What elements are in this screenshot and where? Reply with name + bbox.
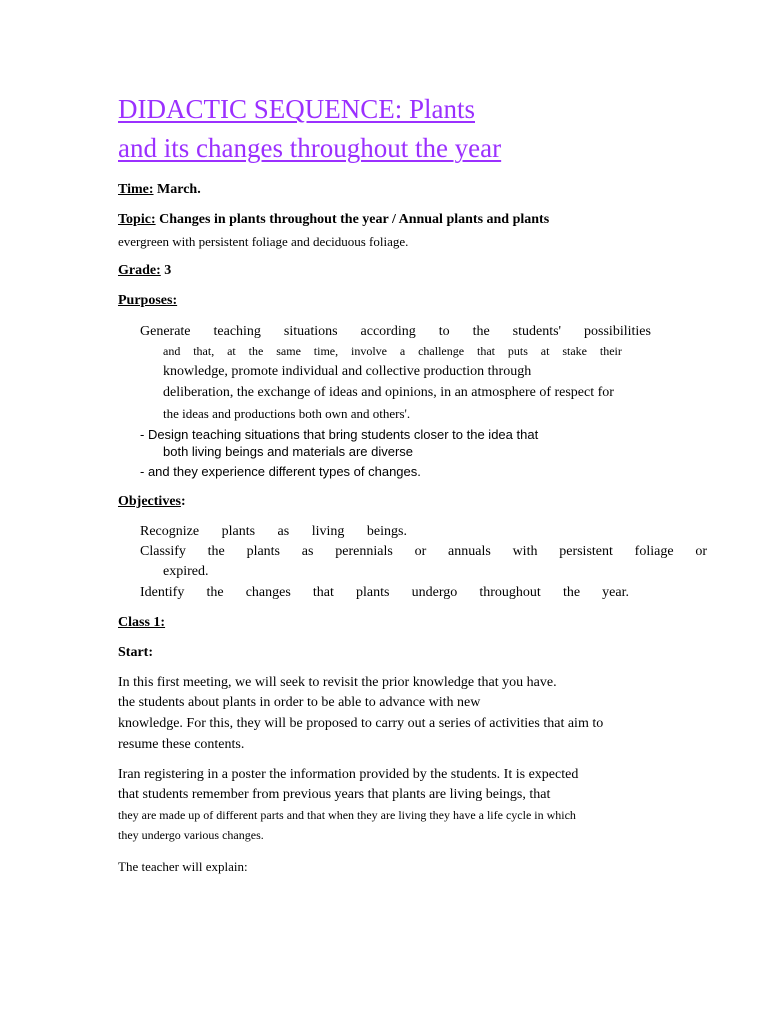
start-para-2-line-1: Iran registering in a poster the information provided by the students. It is expected (118, 767, 579, 782)
purpose-bullet-2: - and they experience different types of changes. (140, 464, 421, 479)
topic-label: Topic: (118, 212, 156, 227)
start-para-3: The teacher will explain: (118, 859, 248, 874)
start-para-1-line-4: resume these contents. (118, 737, 245, 752)
topic-value: Changes in plants throughout the year / Annual plants and plants (155, 212, 550, 227)
grade-line (118, 263, 171, 279)
start-heading: Start: (118, 645, 153, 660)
purpose-line-2: and that, at the same time, involve a challenge that puts at stake their (163, 344, 622, 358)
purpose-bullet-1-continuation: both living beings and materials are diverse (163, 444, 414, 459)
grade-value: 3 (160, 263, 172, 278)
purpose-line-4: deliberation, the exchange of ideas and opinions, in an atmosphere of respect for (163, 385, 614, 400)
objective-2: Classify the plants as perennials or annuals with persistent foliage or (140, 544, 707, 559)
time-line (118, 182, 201, 198)
objective-1: Recognize plants as living beings. (140, 524, 407, 539)
purpose-line-1: Generate teaching situations according to the students' possibilities (140, 324, 651, 339)
purpose-line-5: the ideas and productions both own and others'. (163, 406, 411, 421)
objectives-heading: Objectives: (118, 494, 186, 509)
time-label: Time: (118, 182, 154, 197)
start-para-2-line-3: they are made up of different parts and that when they are living they have a life cycle in which (118, 808, 576, 822)
purpose-bullet-1: - Design teaching situations that bring students closer to the idea that (140, 427, 539, 442)
start-para-2-line-2: that students remember from previous years that plants are living beings, that (118, 787, 551, 802)
start-para-1-line-3: knowledge. For this, they will be proposed to carry out a series of activities that aim to (118, 716, 604, 731)
document-title-line-1: DIDACTIC SEQUENCE: Plants (118, 94, 475, 124)
grade-label: Grade: (118, 263, 161, 278)
start-para-1-line-1: In this first meeting, we will seek to revisit the prior knowledge that you have. (118, 675, 557, 690)
topic-line (118, 212, 549, 228)
start-para-1-line-2: the students about plants in order to be able to advance with new (118, 695, 481, 710)
purpose-line-3: knowledge, promote individual and collective production through (163, 364, 532, 379)
time-value: March. (153, 182, 201, 197)
objective-3: Identify the changes that plants undergo throughout the year. (140, 585, 629, 600)
document-title-line-2: and its changes throughout the year (118, 133, 502, 163)
topic-continuation: evergreen with persistent foliage and deciduous foliage. (118, 234, 409, 249)
start-para-2-line-4: they undergo various changes. (118, 828, 264, 842)
objective-2-continuation: expired. (163, 564, 209, 579)
purposes-heading: Purposes: (118, 293, 178, 308)
class-1-heading: Class 1: (118, 615, 166, 630)
